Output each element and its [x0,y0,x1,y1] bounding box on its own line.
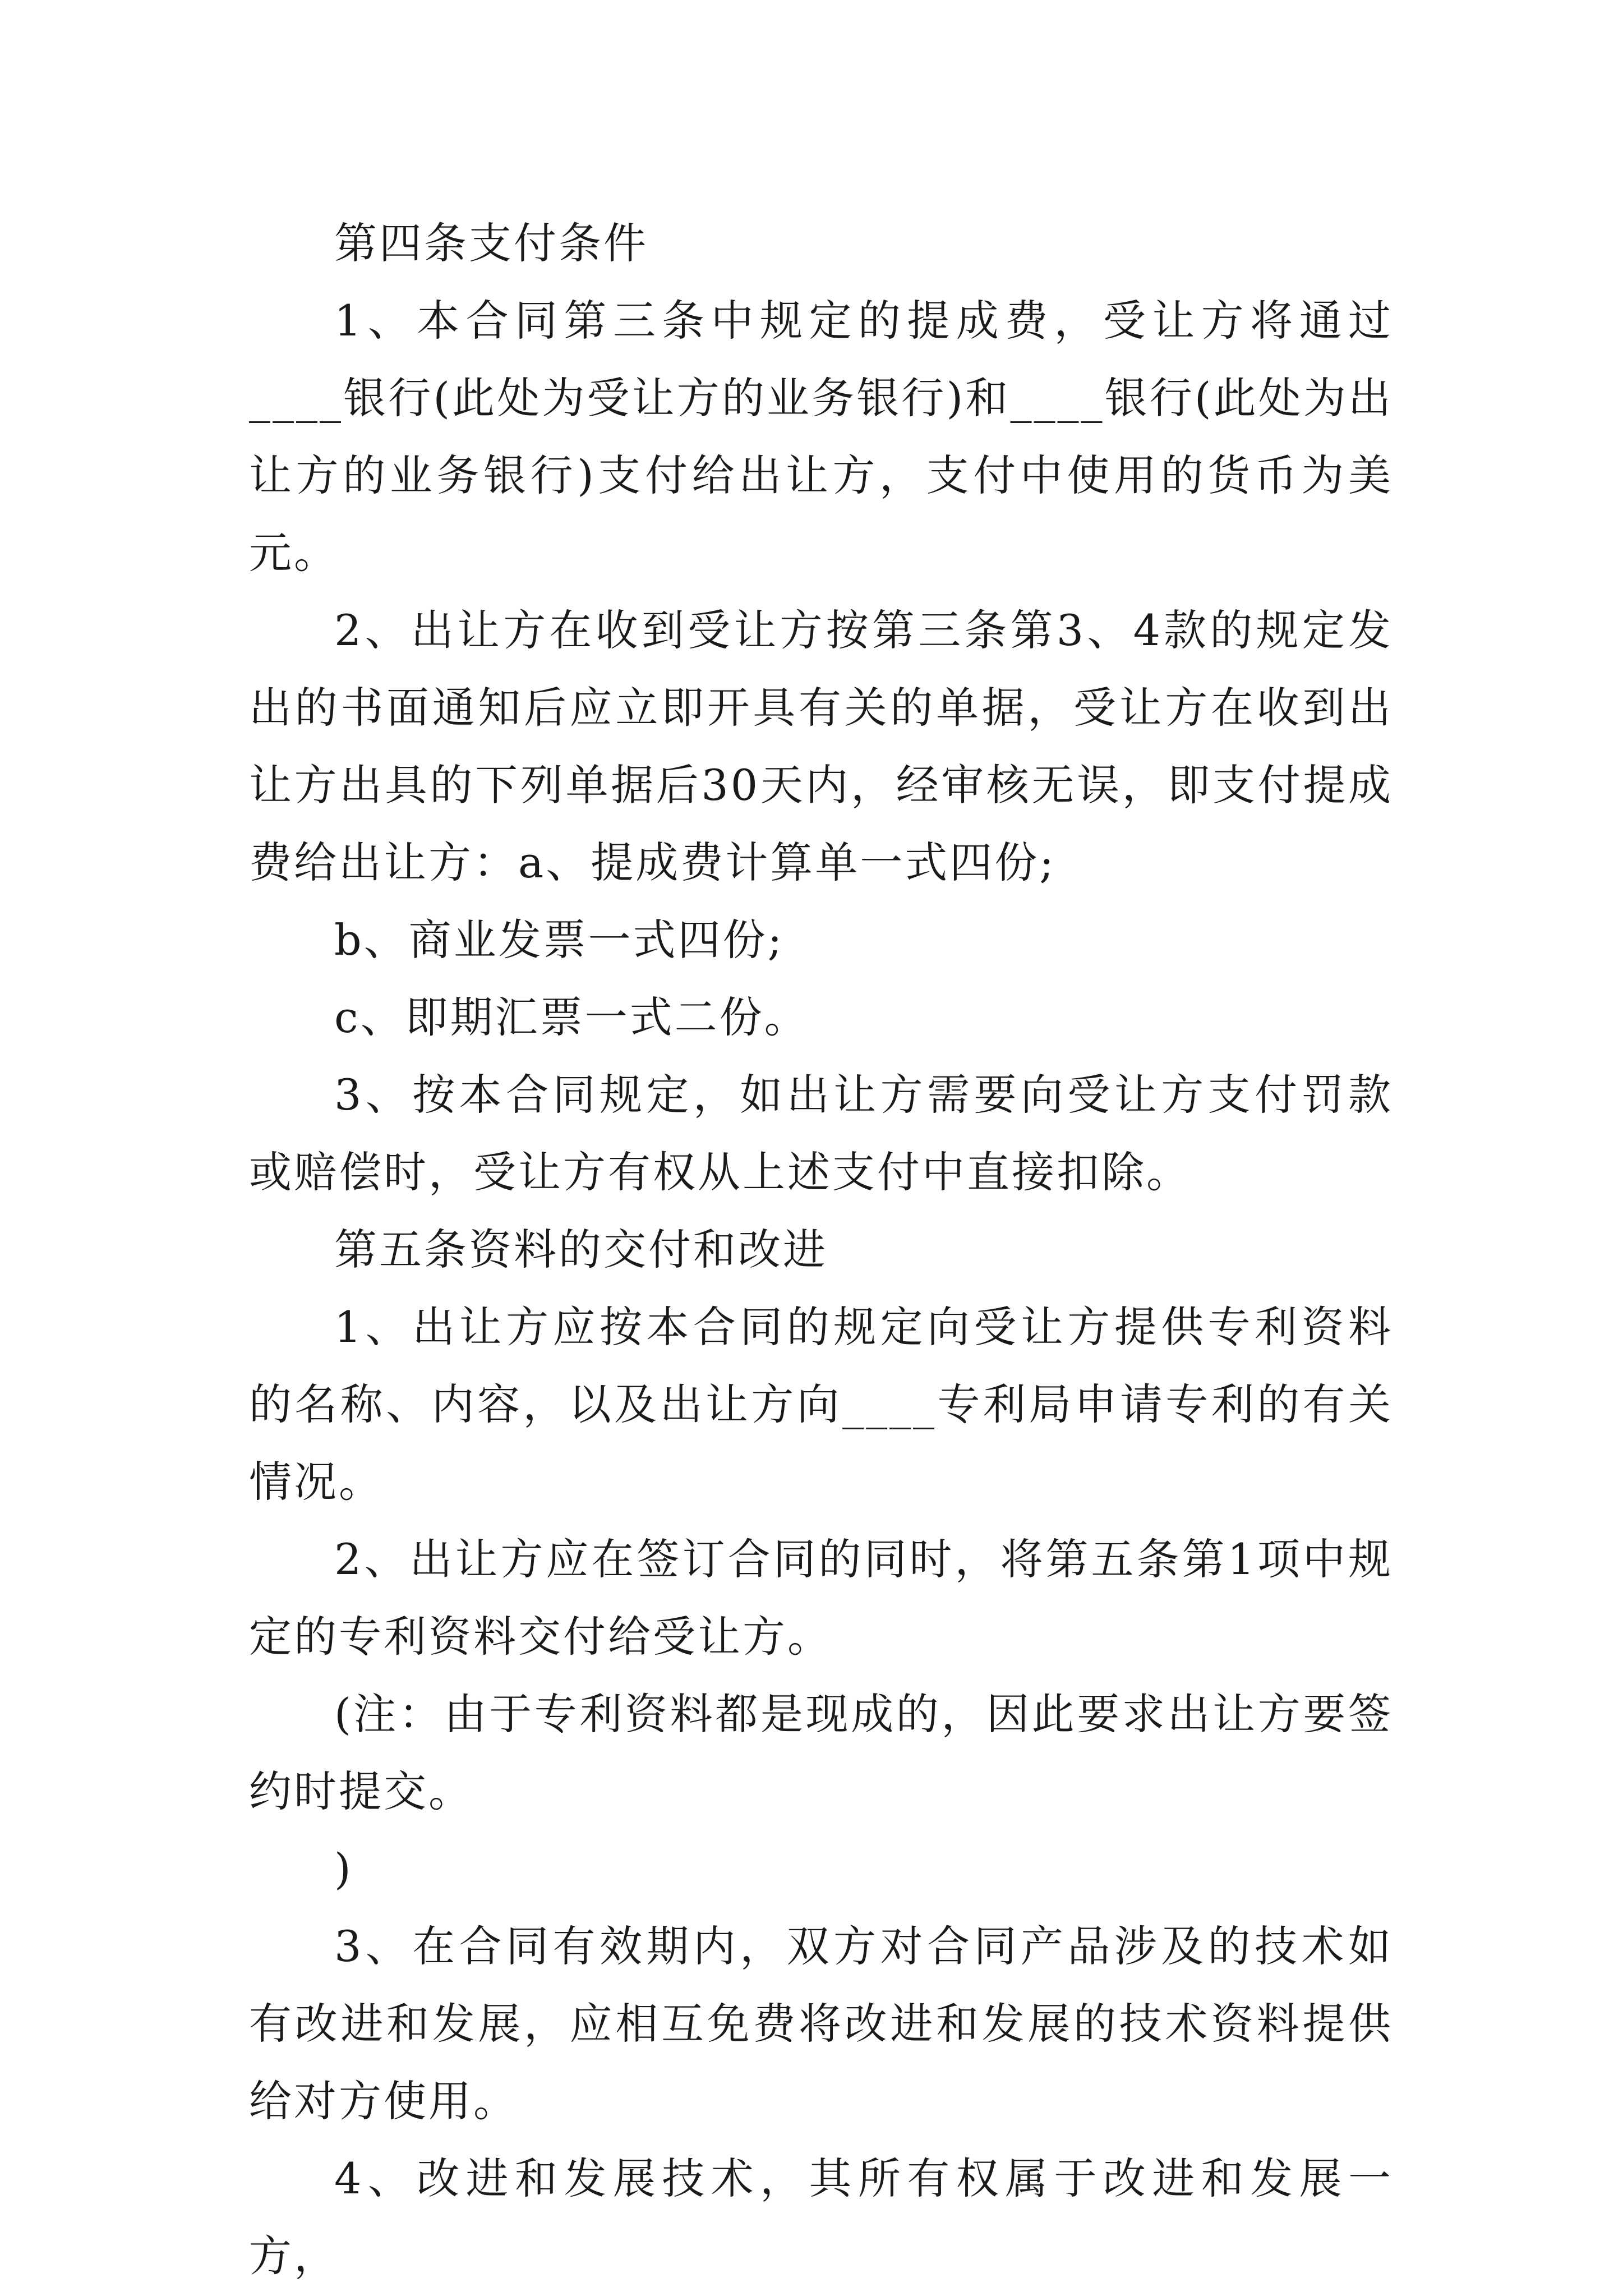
document-body [249,205,1393,2295]
clause-4-1: 1、本合同第三条中规定的提成费，受让方将通过____银行(此处为受让方的业务银行)和____银行(此处为出让方的业务银行)支付给出让方，支付中使用的货币为美元。 [249,296,1393,578]
clause-4-2: 2、出让方在收到受让方按第三条第3、4款的规定发出的书面通知后应立即开具有关的单据，受让方在收到出让方出具的下列单据后30天内，经审核无误，即支付提成费给出让方：a、提成费计算单一式四份; [249,605,1393,887]
section-heading-delivery-improvement: 第五条资料的交付和改进 [334,1225,828,1274]
section-heading-payment-terms: 第四条支付条件 [334,218,648,268]
clause-5-note-close: ) [334,1844,353,1894]
clause-4-3: 3、按本合同规定，如出让方需要向受让方支付罚款或赔偿时，受让方有权从上述支付中直接扣除。 [249,1070,1393,1197]
clause-4-2-c: c、即期汇票一式二份。 [334,992,809,1042]
clause-5-note: (注：由于专利资料都是现成的，因此要求出让方要签约时提交。 [249,1689,1393,1816]
clause-5-1: 1、出让方应按本合同的规定向受让方提供专利资料的名称、内容，以及出让方向____专利局申请专利的有关情况。 [249,1302,1393,1507]
clause-5-3: 3、在合同有效期内，双方对合同产品涉及的技术如有改进和发展，应相互免费将改进和发展的技术资料提供给对方使用。 [249,1921,1393,2126]
clause-4-2-b: b、商业发票一式四份; [334,915,785,965]
clause-5-4: 4、改进和发展技术，其所有权属于改进和发展一方， [249,2154,1393,2281]
clause-5-2: 2、出让方应在签订合同的同时，将第五条第1项中规定的专利资料交付给受让方。 [249,1534,1393,1662]
